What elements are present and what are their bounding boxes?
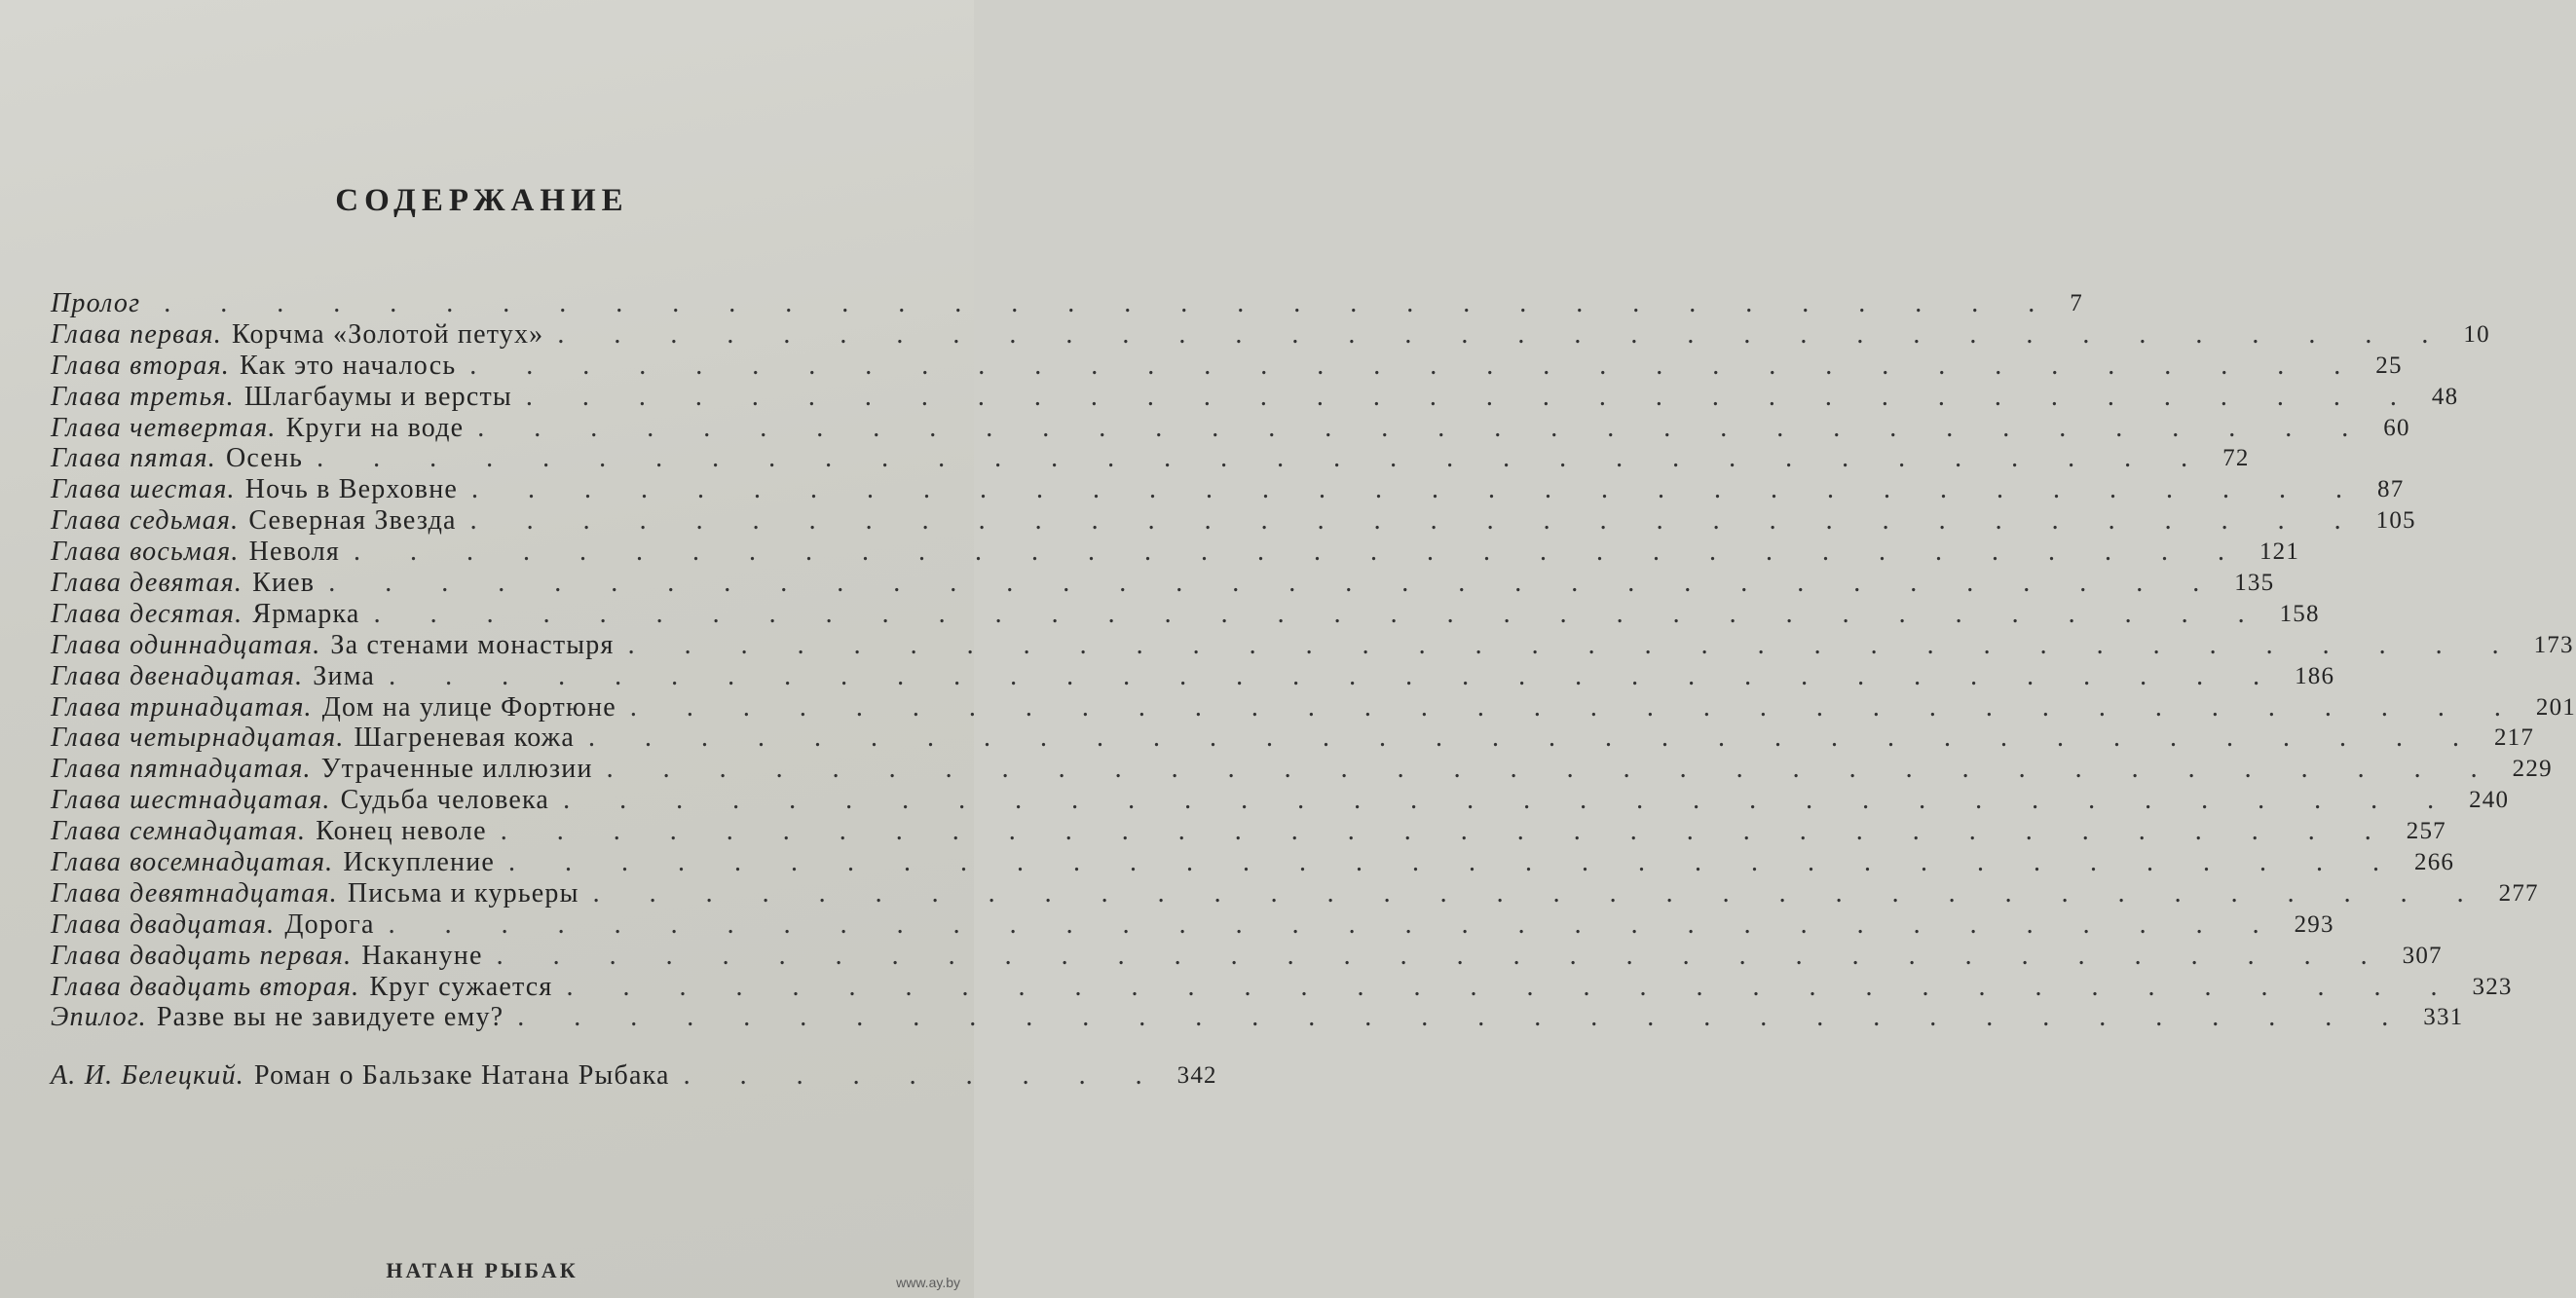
toc-dot-leader: . . . . . . . . . . . . . . . . . . . . . . . . . . . . . . . . . . <box>471 474 2365 505</box>
toc-entry-page: 217 <box>2493 724 2535 752</box>
toc-entry-page: 121 <box>2259 538 2300 566</box>
toc-entry <box>51 660 2335 692</box>
page-title: СОДЕРЖАНИЕ <box>335 183 629 218</box>
toc-dot-leader: . . . . . . . . . . . . . . . . . . . . . . . . . . . . . . . . . . <box>587 723 2481 754</box>
toc-entry-page: 257 <box>2406 818 2446 845</box>
toc-entry-chapter: Глава восемнадцатая. <box>51 846 334 877</box>
toc-entry <box>51 381 2459 413</box>
toc-entry-chapter: Пролог <box>51 287 141 318</box>
toc-dot-leader: . . . . . . . . . . . . . . . . . . . . . . . . . . . . . . . . . . <box>373 598 2266 629</box>
toc-entry-title: Круги на воде <box>285 412 465 443</box>
toc-entry-chapter: Глава шестнадцатая. <box>51 785 331 816</box>
toc-entry-title: Ярмарка <box>252 598 360 629</box>
toc-entry-page: 331 <box>2423 1004 2464 1031</box>
toc-entry-title: Конец неволе <box>316 816 487 847</box>
toc-entry <box>51 350 2403 382</box>
toc-entry-page: 277 <box>2498 879 2539 907</box>
toc-entry-title: Как это началось <box>239 350 457 381</box>
toc-dot-leader: . . . . . . . . . . . . . . . . . . . . . . . . . . . . . . . . . . <box>563 785 2456 816</box>
toc-dot-leader: . . . . . . . . . . . . . . . . . . . . . . . . . . . . . . . . . . <box>477 412 2371 443</box>
toc-entry <box>51 909 2334 941</box>
toc-entry <box>51 1002 2464 1033</box>
toc-dot-leader: . . . . . . . . . . . . . . . . . . . . . . . . . . . . . . . . . . <box>469 350 2363 381</box>
toc-entry <box>51 567 2275 599</box>
toc-entry-chapter: Глава вторая. <box>51 350 230 381</box>
toc-entry <box>51 877 2539 909</box>
toc-entry-chapter: Глава третья. <box>51 381 235 412</box>
toc-entry-page: 87 <box>2377 476 2405 503</box>
toc-entry-chapter: Эпилог. <box>51 1002 147 1033</box>
toc-dot-leader: . . . . . . . . . . . . . . . . . . . . . . . . . . . . . . . . . . <box>592 877 2485 909</box>
toc-dot-leader: . . . . . . . . . . . . . . . . . . . . . . . . . . . . . . . . . . <box>389 660 2282 691</box>
toc-entry-chapter: Глава одиннадцатая. <box>51 629 321 660</box>
toc-entry-title: Письма и курьеры <box>347 877 579 909</box>
toc-entry-title: Разве вы не завидуете ему? <box>156 1002 504 1033</box>
toc-entry-title: Накануне <box>361 940 483 971</box>
toc-entry-title: Дорога <box>284 909 375 940</box>
toc-entry-chapter: Глава девятая. <box>51 567 243 598</box>
toc-entry-chapter: Глава двенадцатая. <box>51 660 304 691</box>
toc-entry-title: Круг сужается <box>369 971 553 1002</box>
toc-entry-title: Зима <box>313 660 376 691</box>
toc-dot-leader: . . . . . . . . . . . . . . . . . . . . . . . . . . . . . . . . . . <box>317 443 2210 474</box>
toc-dot-leader: . . . . . . . . . . . . . . . . . . . . . . . . . . . . . . . . . . <box>353 537 2246 568</box>
toc-dot-leader: . . . . . . . . . . . . . . . . . . . . . . . . . . . . . . . . . . <box>557 318 2450 350</box>
toc-entry-page: 60 <box>2383 414 2410 441</box>
toc-entry-chapter: Глава шестая. <box>51 474 236 505</box>
toc-entry-chapter: Глава тринадцатая. <box>51 691 313 723</box>
toc-entry-page: 173 <box>2533 631 2574 658</box>
toc-entry <box>51 505 2416 537</box>
toc-entry-title: Дом на улице Фортюне <box>321 691 616 723</box>
toc-entry-page: 7 <box>2070 289 2083 316</box>
toc-entry-page: 201 <box>2535 693 2576 721</box>
toc-dot-leader: . . . . . . . . . . . . . . . . . . . . . . . . . . . . . . . . . . <box>606 754 2499 785</box>
toc-entry-page: 266 <box>2414 848 2455 875</box>
toc-entry <box>51 754 2553 785</box>
table-of-contents <box>51 287 2576 1092</box>
toc-entry-title: Корчма «Золотой петух» <box>231 318 544 350</box>
toc-entry-page: 307 <box>2402 942 2443 969</box>
toc-entry <box>51 816 2446 847</box>
toc-dot-leader: . . . . . . . . . . . . . . . . . . . . . . . . . . . . . . . . . . <box>627 629 2520 660</box>
toc-dot-leader: . . . . . . . . . . . . . . . . . . . . . . . . . . . . . . . . . . <box>517 1002 2410 1033</box>
toc-entry-page: 10 <box>2463 320 2490 348</box>
toc-entry-chapter: Глава восьмая. <box>51 537 240 568</box>
toc-afterword-author: А. И. Белецкий. <box>51 1060 245 1092</box>
toc-entry-title: Северная Звезда <box>248 505 457 537</box>
toc-entry-title: Искупление <box>343 846 496 877</box>
toc-dot-leader: . . . . . . . . . . . . . . . . . . . . . . . . . . . . . . . . . . <box>388 909 2281 940</box>
toc-entry <box>51 846 2455 878</box>
toc-entry-page: 293 <box>2294 910 2334 938</box>
toc-entry-chapter: Глава четвертая. <box>51 412 277 443</box>
toc-entry-page: 158 <box>2279 600 2320 627</box>
toc-entry-chapter: Глава девятнадцатая. <box>51 877 338 909</box>
toc-entry-page: 105 <box>2375 507 2416 535</box>
toc-dot-leader: . . . . . . . . . . . . . . . . . . . . . . . . . . . . . . . . . . <box>164 287 2057 318</box>
toc-dot-leader: . . . . . . . . . . . . . . . . . . . . . . . . . . . . . . . . . . <box>525 381 2418 412</box>
toc-entry-page: 186 <box>2295 662 2335 689</box>
toc-afterword-title: Роман о Бальзаке Натана Рыбака <box>254 1060 670 1092</box>
toc-entry <box>51 723 2535 754</box>
site-watermark: www.ay.by <box>896 1275 960 1290</box>
toc-entry-page: 135 <box>2234 569 2275 596</box>
toc-entry-chapter: Глава первая. <box>51 318 222 350</box>
toc-entry-title: Ночь в Верховне <box>244 474 459 505</box>
toc-afterword-page: 342 <box>1176 1062 1217 1090</box>
toc-entry <box>51 287 2083 319</box>
toc-dot-leader: . . . . . . . . . . . . . . . . . . . . . . . . . . . . . . . . . . <box>496 940 2389 971</box>
toc-dot-leader: . . . . . . . . . . . . . . . . . . . . . . . . . . . . . . . . . . <box>469 505 2363 537</box>
toc-entry-title: Шагреневая кожа <box>354 723 575 754</box>
toc-entry-page: 229 <box>2512 756 2553 783</box>
toc-entry-title: Шлагбаумы и версты <box>243 381 512 412</box>
toc-entry-chapter: Глава семнадцатая. <box>51 816 307 847</box>
toc-entry <box>51 785 2510 816</box>
toc-entry-page: 240 <box>2469 787 2510 814</box>
toc-entry-chapter: Глава четырнадцатая. <box>51 723 345 754</box>
toc-entry <box>51 629 2574 661</box>
toc-dot-leader: . . . . . . . . . . . . . . . . . . . . . . . . . . . . . . . . . . <box>629 691 2522 723</box>
toc-entry <box>51 318 2490 351</box>
toc-entry-chapter: Глава двадцатая. <box>51 909 276 940</box>
toc-dot-leader: . . . . . . . . . . . . . . . . . . . . . . . . . . . . . . . . . . <box>500 816 2393 847</box>
toc-entry-title: Киев <box>252 567 316 598</box>
toc-entry <box>51 971 2513 1003</box>
toc-entry-page: 72 <box>2222 445 2250 472</box>
toc-entry-chapter: Глава пятая. <box>51 443 216 474</box>
toc-entry-chapter: Глава пятнадцатая. <box>51 754 312 785</box>
toc-entry-chapter: Глава двадцать вторая. <box>51 971 360 1002</box>
toc-entry <box>51 691 2576 723</box>
running-footer-author: НАТАН РЫБАК <box>386 1258 579 1282</box>
toc-entry <box>51 474 2405 505</box>
toc-dot-leader: . . . . . . . . . <box>683 1060 1164 1092</box>
toc-entry <box>51 940 2443 972</box>
toc-afterword-entry <box>51 1060 1217 1092</box>
toc-entry-page: 323 <box>2472 973 2513 1000</box>
toc-entry-title: Утраченные иллюзии <box>320 754 593 785</box>
toc-entry <box>51 537 2300 568</box>
toc-entry-chapter: Глава седьмая. <box>51 505 240 537</box>
toc-entry-title: Судьба человека <box>340 785 550 816</box>
toc-dot-leader: . . . . . . . . . . . . . . . . . . . . . . . . . . . . . . . . . . <box>508 846 2402 877</box>
toc-dot-leader: . . . . . . . . . . . . . . . . . . . . . . . . . . . . . . . . . . <box>328 567 2221 598</box>
toc-dot-leader: . . . . . . . . . . . . . . . . . . . . . . . . . . . . . . . . . . <box>566 971 2459 1002</box>
toc-entry-page: 48 <box>2431 383 2459 410</box>
toc-entry-title: Неволя <box>248 537 340 568</box>
toc-entry-title: За стенами монастыря <box>330 629 615 660</box>
toc-entry-chapter: Глава десятая. <box>51 598 243 629</box>
toc-entry <box>51 412 2410 444</box>
toc-entry <box>51 598 2320 630</box>
toc-entry-title: Осень <box>225 443 304 474</box>
toc-entry-page: 25 <box>2375 352 2403 379</box>
toc-entry-chapter: Глава двадцать первая. <box>51 940 353 971</box>
toc-entry <box>51 443 2250 474</box>
